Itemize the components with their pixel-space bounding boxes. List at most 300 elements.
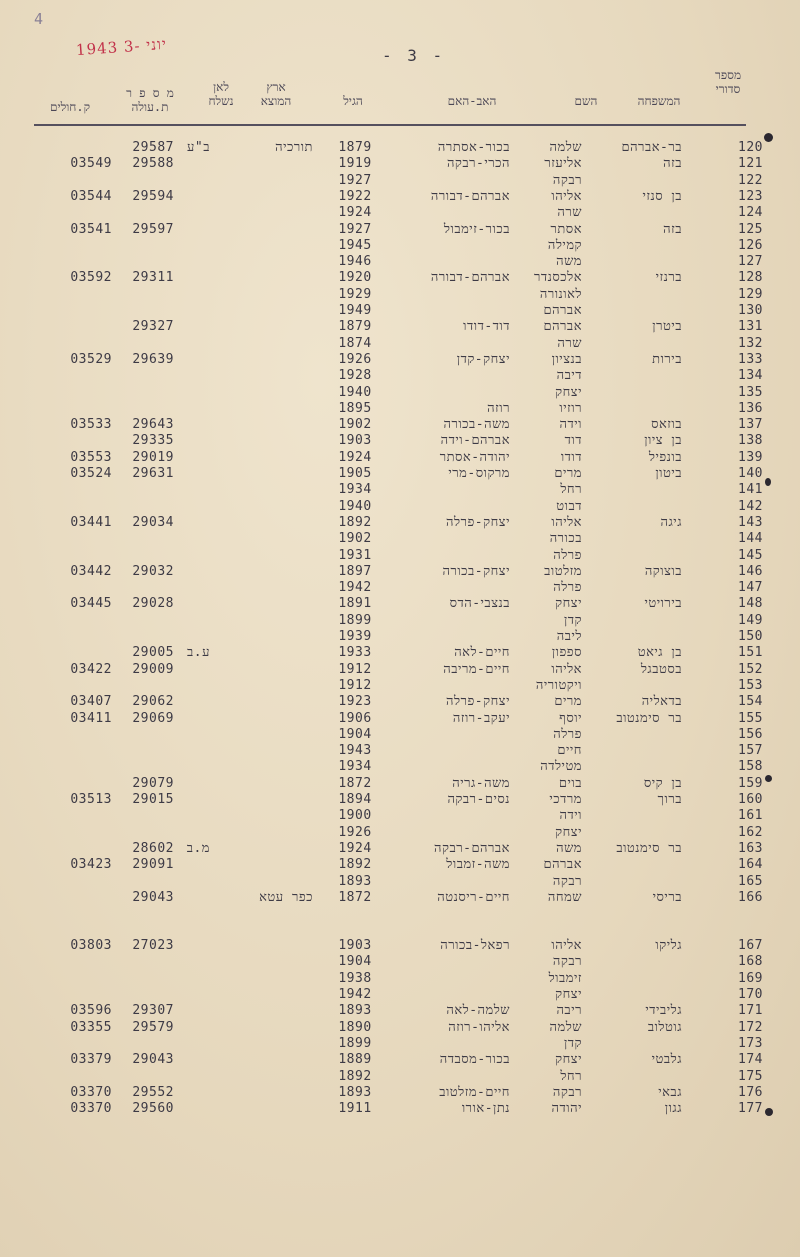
cell-tz: 29307 bbox=[132, 1003, 174, 1019]
cell-age: 1893 bbox=[338, 1084, 372, 1100]
cell-tz: 29019 bbox=[132, 449, 174, 465]
cell-family: בירויטי bbox=[644, 596, 682, 612]
cell-idx: 134 bbox=[738, 368, 763, 384]
cell-name: יוסף bbox=[559, 710, 582, 726]
cell-idx: 144 bbox=[738, 531, 763, 547]
cell-name: רחל bbox=[560, 1068, 582, 1084]
cell-tz: 29028 bbox=[132, 596, 174, 612]
cell-age: 1927 bbox=[338, 221, 372, 237]
cell-age: 1891 bbox=[338, 596, 372, 612]
cell-ot: 03442 bbox=[70, 563, 112, 579]
cell-age: 1927 bbox=[338, 172, 372, 188]
cell-idx: 174 bbox=[738, 1052, 763, 1068]
cell-parents: נתן-אורו bbox=[461, 1101, 510, 1117]
table-row bbox=[0, 140, 800, 156]
cell-age: 1929 bbox=[338, 286, 372, 302]
table-row bbox=[0, 890, 800, 906]
cell-tz: 29043 bbox=[132, 1052, 174, 1068]
cell-parents: משה-בכורה bbox=[443, 417, 510, 433]
cell-tz: 29079 bbox=[132, 775, 174, 791]
cell-age: 1879 bbox=[338, 140, 372, 155]
cell-idx: 168 bbox=[738, 954, 763, 970]
cell-age: 1940 bbox=[338, 384, 372, 400]
table-row bbox=[0, 254, 800, 270]
cell-arrival: ב"ע bbox=[187, 140, 210, 155]
cell-ot: 03445 bbox=[70, 596, 112, 612]
cell-age: 1892 bbox=[338, 1068, 372, 1084]
cell-tz: 29639 bbox=[132, 351, 174, 367]
cell-name: לאונורה bbox=[539, 286, 582, 302]
cell-name: אליהו bbox=[551, 514, 582, 530]
cell-idx: 124 bbox=[738, 205, 763, 221]
cell-ot: 03803 bbox=[70, 938, 112, 954]
cell-idx: 125 bbox=[738, 221, 763, 237]
table-row bbox=[0, 270, 800, 286]
cell-name: מטילדה bbox=[540, 759, 582, 775]
table-row bbox=[0, 466, 800, 482]
table-row bbox=[0, 564, 800, 580]
cell-arrival: מ.ב bbox=[186, 840, 210, 856]
cell-age: 1902 bbox=[338, 531, 372, 547]
cell-age: 1912 bbox=[338, 677, 372, 693]
table-row bbox=[0, 156, 800, 172]
table-row bbox=[0, 694, 800, 710]
cell-name: דיבה bbox=[556, 368, 582, 384]
cell-idx: 156 bbox=[738, 726, 763, 742]
table-row bbox=[0, 825, 800, 841]
cell-idx: 167 bbox=[738, 938, 763, 954]
cell-family: ברוך bbox=[657, 792, 682, 807]
cell-idx: 165 bbox=[738, 873, 763, 889]
table-row bbox=[0, 173, 800, 189]
cell-parents: חיים-מריבה bbox=[443, 661, 510, 677]
cell-tz: 29009 bbox=[132, 661, 174, 677]
cell-parents: אליהו-רוזה bbox=[448, 1019, 510, 1035]
header-divider bbox=[34, 124, 746, 126]
cell-age: 1892 bbox=[338, 514, 372, 530]
cell-idx: 139 bbox=[738, 449, 763, 465]
cell-idx: 135 bbox=[738, 384, 763, 400]
cell-ot: 03407 bbox=[70, 694, 112, 710]
table-row bbox=[0, 417, 800, 433]
cell-family: בן גיאט bbox=[637, 645, 682, 661]
cell-idx: 177 bbox=[738, 1101, 763, 1117]
cell-family: בדאליה bbox=[641, 694, 682, 710]
cell-name: אליהו bbox=[551, 938, 582, 954]
cell-family: גיגה bbox=[660, 514, 682, 530]
table-row bbox=[0, 808, 800, 824]
cell-name: אברהם bbox=[543, 857, 582, 873]
cell-parents: אברהם-דבורה bbox=[430, 188, 510, 204]
cell-tz: 29311 bbox=[132, 270, 174, 286]
cell-tz: 29643 bbox=[132, 417, 174, 433]
cell-age: 1889 bbox=[338, 1052, 372, 1068]
cell-age: 1912 bbox=[338, 661, 372, 677]
cell-age: 1919 bbox=[338, 156, 372, 172]
table-row bbox=[0, 662, 800, 678]
table-row bbox=[0, 857, 800, 873]
cell-name: ליבה bbox=[556, 629, 582, 644]
table-row bbox=[0, 548, 800, 564]
cell-name: שרה bbox=[557, 335, 582, 351]
cell-idx: 162 bbox=[738, 824, 763, 840]
cell-idx: 122 bbox=[738, 172, 763, 188]
cell-age: 1893 bbox=[338, 1003, 372, 1019]
punch-mark bbox=[765, 478, 771, 486]
cell-idx: 158 bbox=[738, 759, 763, 775]
cell-parents: חיים-מזלטוב bbox=[439, 1084, 510, 1100]
table-row bbox=[0, 613, 800, 629]
cell-tz: 29034 bbox=[132, 514, 174, 530]
cell-parents: נסים-רבקה bbox=[447, 792, 510, 807]
punch-mark bbox=[765, 775, 772, 782]
cell-idx: 163 bbox=[738, 840, 763, 856]
table-row bbox=[0, 987, 800, 1003]
cell-tz: 29032 bbox=[132, 563, 174, 579]
cell-name: רחל bbox=[560, 482, 582, 498]
table-row bbox=[0, 238, 800, 254]
cell-tz: 29579 bbox=[132, 1019, 174, 1035]
cell-age: 1890 bbox=[338, 1019, 372, 1035]
cell-family: ברנזי bbox=[655, 270, 682, 286]
cell-name: מרים bbox=[554, 694, 582, 710]
cell-age: 1949 bbox=[338, 303, 372, 318]
header-ot: ק.חולים bbox=[49, 100, 91, 114]
cell-idx: 126 bbox=[738, 237, 763, 253]
cell-idx: 164 bbox=[738, 857, 763, 873]
cell-family: בן סנזי bbox=[642, 188, 682, 204]
cell-age: 1872 bbox=[338, 889, 372, 905]
cell-ot: 03355 bbox=[70, 1019, 112, 1035]
cell-idx: 137 bbox=[738, 417, 763, 433]
table-row bbox=[0, 368, 800, 384]
cell-parents: יעקב-רוזה bbox=[452, 710, 510, 726]
table-row bbox=[0, 1036, 800, 1052]
cell-tz: 29552 bbox=[132, 1084, 174, 1100]
cell-idx: 130 bbox=[738, 303, 763, 318]
cell-name: פרלה bbox=[553, 547, 582, 563]
cell-idx: 136 bbox=[738, 400, 763, 416]
table-row bbox=[0, 303, 800, 319]
cell-name: אברהם bbox=[543, 303, 582, 318]
table-row bbox=[0, 841, 800, 857]
cell-tz: 29005 bbox=[132, 645, 174, 661]
cell-age: 1893 bbox=[338, 873, 372, 889]
cell-idx: 171 bbox=[738, 1003, 763, 1019]
cell-parents: יצחק-בכורה bbox=[442, 563, 510, 579]
table-row bbox=[0, 205, 800, 221]
cell-name: אליעזר bbox=[544, 156, 582, 172]
punch-mark bbox=[765, 1108, 773, 1116]
cell-name: יצחק bbox=[555, 987, 582, 1002]
cell-age: 1903 bbox=[338, 938, 372, 954]
table-row bbox=[0, 433, 800, 449]
cell-family: בזה bbox=[663, 156, 682, 172]
cell-family: גבאי bbox=[658, 1084, 682, 1100]
cell-family: בן קיס bbox=[643, 775, 682, 791]
cell-name: אלכסנדר bbox=[534, 270, 582, 286]
cell-ot: 03441 bbox=[70, 514, 112, 530]
cell-family: בר-אברהם bbox=[621, 140, 682, 155]
cell-parents: חיים-ריסנטה bbox=[437, 889, 510, 905]
cell-family: בירות bbox=[652, 351, 682, 367]
cell-idx: 127 bbox=[738, 254, 763, 270]
cell-parents: אברהם-דבורה bbox=[430, 270, 510, 286]
cell-idx: 173 bbox=[738, 1035, 763, 1051]
cell-idx: 160 bbox=[738, 792, 763, 807]
cell-age: 1906 bbox=[338, 710, 372, 726]
cell-idx: 176 bbox=[738, 1084, 763, 1100]
cell-age: 1933 bbox=[338, 645, 372, 661]
cell-family: גוטלוב bbox=[647, 1019, 682, 1035]
cell-idx: 149 bbox=[738, 612, 763, 628]
cell-parents: בכור-אסתרה bbox=[437, 140, 510, 155]
cell-ot: 03549 bbox=[70, 156, 112, 172]
cell-ot: 03544 bbox=[70, 188, 112, 204]
table-row bbox=[0, 401, 800, 417]
cell-name: ויקטוריה bbox=[535, 677, 582, 693]
cell-family: בסטבגל bbox=[640, 661, 682, 677]
cell-parents: משה-זמבול bbox=[446, 857, 510, 873]
date-stamp: 1943 יוני -3 bbox=[75, 34, 168, 60]
table-row bbox=[0, 222, 800, 238]
cell-age: 1879 bbox=[338, 319, 372, 335]
cell-parents: אברהם-וידה bbox=[440, 433, 510, 449]
cell-name: משה bbox=[556, 254, 582, 270]
cell-name: שרה bbox=[557, 205, 582, 221]
cell-age: 1902 bbox=[338, 417, 372, 433]
cell-parents: יהודה-אסתר bbox=[439, 449, 510, 465]
cell-family: גלבטי bbox=[651, 1052, 682, 1068]
table-row bbox=[0, 759, 800, 775]
cell-age: 1904 bbox=[338, 726, 372, 742]
cell-idx: 143 bbox=[738, 514, 763, 530]
cell-idx: 155 bbox=[738, 710, 763, 726]
cell-age: 1942 bbox=[338, 580, 372, 596]
table-row bbox=[0, 792, 800, 808]
cell-ot: 03592 bbox=[70, 270, 112, 286]
cell-age: 1926 bbox=[338, 351, 372, 367]
cell-name: אליהו bbox=[551, 188, 582, 204]
table-row bbox=[0, 776, 800, 792]
cell-tz: 29560 bbox=[132, 1101, 174, 1117]
table-row bbox=[0, 596, 800, 612]
cell-idx: 150 bbox=[738, 629, 763, 644]
cell-name: אברהם bbox=[543, 319, 582, 335]
table-row bbox=[0, 938, 800, 954]
page-number: - 3 - bbox=[382, 46, 446, 65]
cell-age: 1939 bbox=[338, 629, 372, 644]
header-parents: האב-האם bbox=[447, 94, 497, 108]
cell-parents: יצחק-פרלה bbox=[446, 694, 510, 710]
cell-idx: 157 bbox=[738, 743, 763, 759]
cell-idx: 142 bbox=[738, 498, 763, 514]
cell-tz: 29043 bbox=[132, 889, 174, 905]
header-age: הגיל bbox=[343, 94, 363, 108]
cell-name: יצחק bbox=[555, 1052, 582, 1068]
table-row bbox=[0, 482, 800, 498]
table-row bbox=[0, 515, 800, 531]
table-row bbox=[0, 1101, 800, 1117]
table-row bbox=[0, 629, 800, 645]
cell-ot: 03370 bbox=[70, 1084, 112, 1100]
cell-name: שלמה bbox=[549, 1019, 582, 1035]
cell-age: 1934 bbox=[338, 482, 372, 498]
cell-age: 1874 bbox=[338, 335, 372, 351]
cell-family: גליבידי bbox=[645, 1003, 682, 1019]
cell-age: 1892 bbox=[338, 857, 372, 873]
cell-ot: 03524 bbox=[70, 466, 112, 481]
table-row bbox=[0, 336, 800, 352]
cell-age: 1899 bbox=[338, 612, 372, 628]
cell-tz: 29594 bbox=[132, 188, 174, 204]
cell-name: רבקה bbox=[552, 873, 582, 889]
cell-age: 1899 bbox=[338, 1035, 372, 1051]
cell-name: שמחה bbox=[547, 889, 582, 905]
table-row bbox=[0, 580, 800, 596]
cell-name: ספפון bbox=[551, 645, 582, 661]
cell-ot: 03422 bbox=[70, 661, 112, 677]
cell-ot: 03370 bbox=[70, 1101, 112, 1117]
cell-idx: 172 bbox=[738, 1019, 763, 1035]
table-row bbox=[0, 1069, 800, 1085]
cell-family: ביטרן bbox=[652, 319, 682, 335]
table-row bbox=[0, 450, 800, 466]
cell-name: קמילה bbox=[547, 237, 582, 253]
header-tz: מ ס פ ר ת.עולה bbox=[126, 86, 174, 114]
cell-name: רבקה bbox=[552, 172, 582, 188]
cell-name: וידה bbox=[559, 808, 582, 824]
punch-mark bbox=[764, 133, 773, 142]
cell-idx: 151 bbox=[738, 645, 763, 661]
cell-age: 1922 bbox=[338, 188, 372, 204]
cell-tz: 29069 bbox=[132, 710, 174, 726]
table-row bbox=[0, 385, 800, 401]
cell-tz: 29335 bbox=[132, 433, 174, 449]
cell-age: 1943 bbox=[338, 743, 372, 759]
cell-idx: 123 bbox=[738, 188, 763, 204]
table-row bbox=[0, 1052, 800, 1068]
cell-family: בר סימנטוב bbox=[616, 710, 682, 726]
cell-age: 1897 bbox=[338, 563, 372, 579]
cell-name: שלמה bbox=[549, 140, 582, 155]
cell-name: אסתר bbox=[550, 221, 582, 237]
cell-name: חיים bbox=[557, 743, 582, 759]
table-row bbox=[0, 1003, 800, 1019]
table-row bbox=[0, 287, 800, 303]
cell-age: 1905 bbox=[338, 466, 372, 481]
cell-arrival: ע.ב bbox=[187, 645, 210, 661]
cell-parents: יצחק-פרלה bbox=[446, 514, 510, 530]
table-row bbox=[0, 531, 800, 547]
cell-age: 1894 bbox=[338, 792, 372, 807]
cell-family: בוזאס bbox=[651, 417, 682, 433]
cell-ot: 03533 bbox=[70, 417, 112, 433]
header-serial: מספר סדורי bbox=[714, 68, 742, 96]
cell-family: בן ציון bbox=[644, 433, 682, 449]
cell-name: יצחק bbox=[555, 384, 582, 400]
cell-tz: 29015 bbox=[132, 792, 174, 807]
cell-parents: בכור-זימבול bbox=[443, 221, 510, 237]
cell-ot: 03541 bbox=[70, 221, 112, 237]
cell-idx: 152 bbox=[738, 661, 763, 677]
cell-country: כפר עטא bbox=[259, 889, 313, 905]
cell-name: בוים bbox=[558, 775, 582, 791]
cell-name: מרים bbox=[554, 466, 582, 481]
table-row bbox=[0, 711, 800, 727]
cell-age: 1928 bbox=[338, 368, 372, 384]
table-row bbox=[0, 499, 800, 515]
cell-age: 1872 bbox=[338, 775, 372, 791]
cell-age: 1924 bbox=[338, 840, 372, 856]
cell-age: 1920 bbox=[338, 270, 372, 286]
cell-parents: דוד-דודו bbox=[463, 319, 510, 335]
cell-idx: 147 bbox=[738, 580, 763, 596]
cell-age: 1942 bbox=[338, 987, 372, 1002]
header-country: ארץ המוצא bbox=[260, 80, 292, 108]
cell-name: משה bbox=[556, 840, 582, 856]
header-name: השם bbox=[574, 94, 598, 108]
cell-idx: 133 bbox=[738, 351, 763, 367]
cell-family: בר סימנטוב bbox=[616, 840, 682, 856]
cell-name: וידה bbox=[559, 417, 582, 433]
cell-parents: יצחק-קדן bbox=[456, 351, 510, 367]
header-arrival: לאן נשלח bbox=[208, 80, 234, 108]
table-row bbox=[0, 874, 800, 890]
cell-family: גגון bbox=[664, 1101, 682, 1117]
cell-family: בונפיל bbox=[648, 449, 682, 465]
cell-name: זימבול bbox=[548, 970, 582, 986]
cell-idx: 146 bbox=[738, 563, 763, 579]
cell-age: 1904 bbox=[338, 954, 372, 970]
cell-name: אליהו bbox=[551, 661, 582, 677]
table-row bbox=[0, 743, 800, 759]
cell-parents: רפאל-בכורה bbox=[440, 938, 510, 954]
table-row bbox=[0, 1020, 800, 1036]
cell-idx: 170 bbox=[738, 987, 763, 1002]
cell-idx: 159 bbox=[738, 775, 763, 791]
cell-family: ביטון bbox=[655, 466, 682, 481]
cell-age: 1923 bbox=[338, 694, 372, 710]
cell-age: 1946 bbox=[338, 254, 372, 270]
cell-name: יצחק bbox=[555, 824, 582, 840]
cell-name: רבקה bbox=[552, 1084, 582, 1100]
cell-age: 1903 bbox=[338, 433, 372, 449]
cell-idx: 128 bbox=[738, 270, 763, 286]
cell-idx: 145 bbox=[738, 547, 763, 563]
cell-age: 1926 bbox=[338, 824, 372, 840]
cell-name: יצחק bbox=[555, 596, 582, 612]
cell-parents: מרקוס-מרי bbox=[448, 466, 510, 481]
cell-idx: 132 bbox=[738, 335, 763, 351]
cell-ot: 03423 bbox=[70, 857, 112, 873]
cell-name: בכורה bbox=[549, 531, 582, 547]
cell-age: 1911 bbox=[338, 1101, 372, 1117]
cell-idx: 120 bbox=[738, 140, 763, 155]
cell-parents: חיים-לאה bbox=[454, 645, 510, 661]
cell-idx: 161 bbox=[738, 808, 763, 824]
cell-age: 1938 bbox=[338, 970, 372, 986]
cell-name: רבקה bbox=[552, 954, 582, 970]
table-row bbox=[0, 678, 800, 694]
cell-ot: 03411 bbox=[70, 710, 112, 726]
cell-idx: 140 bbox=[738, 466, 763, 481]
table-row bbox=[0, 1085, 800, 1101]
cell-name: יהודה bbox=[551, 1101, 582, 1117]
cell-idx: 166 bbox=[738, 889, 763, 905]
cell-age: 1934 bbox=[338, 759, 372, 775]
cell-name: דוד bbox=[564, 433, 582, 449]
